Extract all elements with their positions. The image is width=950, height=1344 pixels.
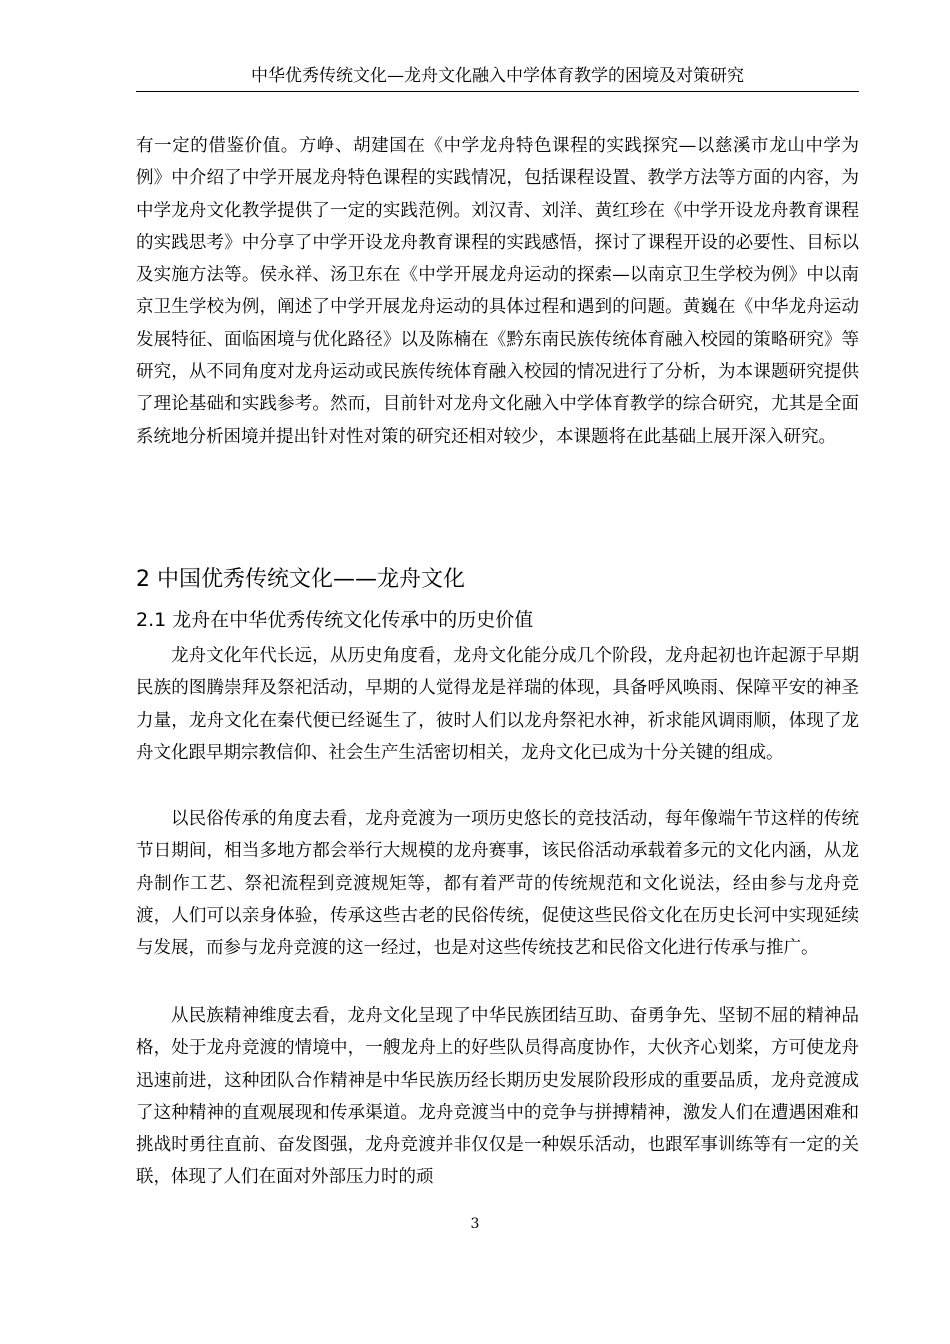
running-header: 中华优秀传统文化—龙舟文化融入中学体育教学的困境及对策研究 [251, 66, 744, 86]
subsection-heading-2-1: 2.1 龙舟在中华优秀传统文化传承中的历史价值 [136, 609, 534, 631]
paragraph-folk-custom: 以民俗传承的角度去看，龙舟竞渡为一项历史悠长的竞技活动，每年像端午节这样的传统节日期间，相当多地方都会举行大规模的龙舟赛事，该民俗活动承载着多元的文化内涵，从龙舟制作工艺、祭祀流程到竞渡规矩等，都有着严苛的传统规范和文化说法，经由参与龙舟竞渡，人们可以亲身体验，传承这些古老的民俗传统，促使这些民俗文化在历史长河中实现延续与发展，而参与龙舟竞渡的这一经过，也是对这些传统技艺和民俗文化进行传承与推广。 [136, 809, 859, 959]
paragraph-national-spirit: 从民族精神维度去看，龙舟文化呈现了中华民族团结互助、奋勇争先、坚韧不屈的精神品格，处于龙舟竞渡的情境中，一艘龙舟上的好些队员得高度协作，大伙齐心划桨，方可使龙舟迅速前进，这种团队合作精神是中华民族历经长期历史发展阶段形成的重要品质，龙舟竞渡成了这种精神的直观展现和传承渠道。龙舟竞渡当中的竞争与拼搏精神，激发人们在遭遇困难和挑战时勇往直前、奋发图强，龙舟竞渡并非仅仅是一种娱乐活动，也跟军事训练等有一定的关联，体现了人们在面对外部压力时的顽 [136, 1006, 859, 1188]
intro-paragraph: 有一定的借鉴价值。方峥、胡建国在《中学龙舟特色课程的实践探究—以慈溪市龙山中学为例》中介绍了中学开展龙舟特色课程的实践情况，包括课程设置、教学方法等方面的内容，为中学龙舟文化教学提供了一定的实践范例。刘汉青、刘洋、黄红珍在《中学开设龙舟教育课程的实践思考》中分享了中学开设龙舟教育课程的实践感悟，探讨了课程开设的必要性、目标以及实施方法等。侯永祥、汤卫东在《中学开展龙舟运动的探索—以南京卫生学校为例》中以南京卫生学校为例，阐述了中学开展龙舟运动的具体过程和遇到的问题。黄巍在《中华龙舟运动发展特征、面临困境与优化路径》以及陈楠在《黔东南民族传统体育融入校园的策略研究》等研究，从不同角度对龙舟运动或民族传统体育融入校园的情况进行了分析，为本课题研究提供了理论基础和实践参考。然而，目前针对龙舟文化融入中学体育教学的综合研究，尤其是全面系统地分析困境并提出针对性对策的研究还相对较少，本课题将在此基础上展开深入研究。 [136, 136, 859, 447]
section-heading-2: 2 中国优秀传统文化——龙舟文化 [136, 567, 465, 592]
paragraph-history: 龙舟文化年代长远，从历史角度看，龙舟文化能分成几个阶段，龙舟起初也许起源于早期民族的图腾崇拜及祭祀活动，早期的人觉得龙是祥瑞的体现，具备呼风唤雨、保障平安的神圣力量，龙舟文化在秦代便已经诞生了，彼时人们以龙舟祭祀水神，祈求能风调雨顺，体现了龙舟文化跟早期宗教信仰、社会生产生活密切相关，龙舟文化已成为十分关键的组成。 [136, 646, 859, 763]
page-number: 3 [470, 1216, 480, 1232]
header-rule [136, 91, 859, 92]
